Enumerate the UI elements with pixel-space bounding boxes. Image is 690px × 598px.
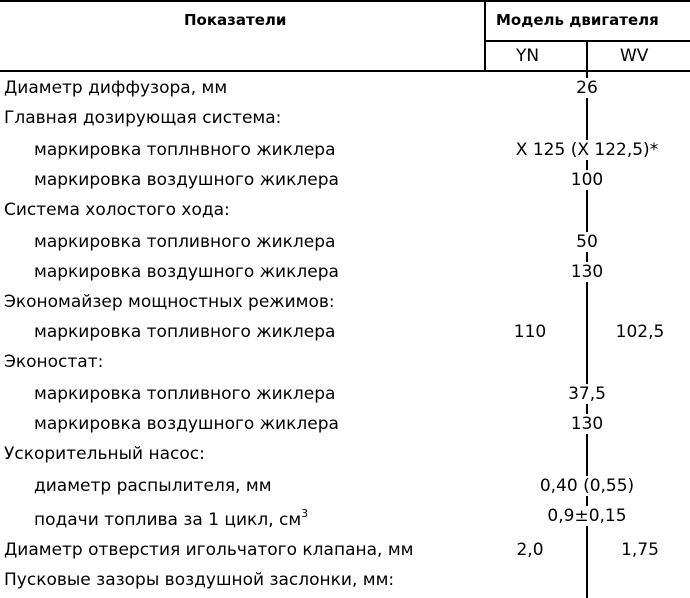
- header-parameters: Показатели: [184, 11, 287, 29]
- row-label: маркировка топлнвного жиклера: [34, 140, 336, 160]
- header-model-yn: YN: [516, 46, 540, 66]
- row-label: маркировка воздушного жиклера: [34, 170, 339, 190]
- header-engine-model: Модель двигателя: [496, 11, 659, 29]
- row-label: Пусковые зазоры воздушной заслонки, мм:: [4, 570, 395, 590]
- header-column-divider: [484, 0, 486, 72]
- row-label: маркировка воздушного жиклера: [34, 262, 339, 282]
- row-label: маркировка топливного жиклера: [34, 322, 336, 342]
- row-value-shared: 0,40 (0,55): [537, 476, 637, 496]
- row-value-yn: 110: [513, 322, 547, 342]
- row-label: Эконостат:: [4, 352, 104, 372]
- header-model-wv: WV: [620, 46, 649, 66]
- row-label: [34, 507, 309, 530]
- row-label: маркировка воздушного жиклера: [34, 414, 339, 434]
- row-value-yn: 2,0: [516, 540, 544, 560]
- row-label: Экономайзер мощностных режимов:: [4, 292, 335, 312]
- row-value-shared: 50: [573, 232, 601, 252]
- row-label-text: подачи топлива за 1 цикл, см: [34, 510, 302, 530]
- row-value-shared: 37,5: [565, 384, 609, 404]
- row-label: Главная дозирующая система:: [4, 108, 282, 128]
- row-label: Система холостого хода:: [4, 200, 230, 220]
- row-value-shared: 26: [573, 78, 601, 98]
- row-value-wv: 102,5: [615, 322, 665, 342]
- row-value-shared: X 125 (X 122,5)*: [513, 140, 661, 160]
- row-label: маркировка топливного жиклера: [34, 384, 336, 404]
- row-label: маркировка топливного жиклера: [34, 232, 336, 252]
- row-value-shared: 100: [568, 170, 606, 190]
- row-value-wv: 1,75: [621, 540, 659, 560]
- row-label: Диаметр отверстия игольчатого клапана, мм: [4, 540, 414, 560]
- row-label: диаметр распылителя, мм: [34, 476, 272, 496]
- row-value-shared: 0,9±0,15: [544, 506, 629, 526]
- row-label-superscript: 3: [301, 507, 309, 520]
- row-label: Диаметр диффузора, мм: [4, 78, 228, 98]
- row-value-shared: 130: [568, 262, 606, 282]
- row-label: Ускорительный насос:: [4, 444, 205, 464]
- table-top-rule: [0, 0, 690, 2]
- row-value-shared: 130: [568, 414, 606, 434]
